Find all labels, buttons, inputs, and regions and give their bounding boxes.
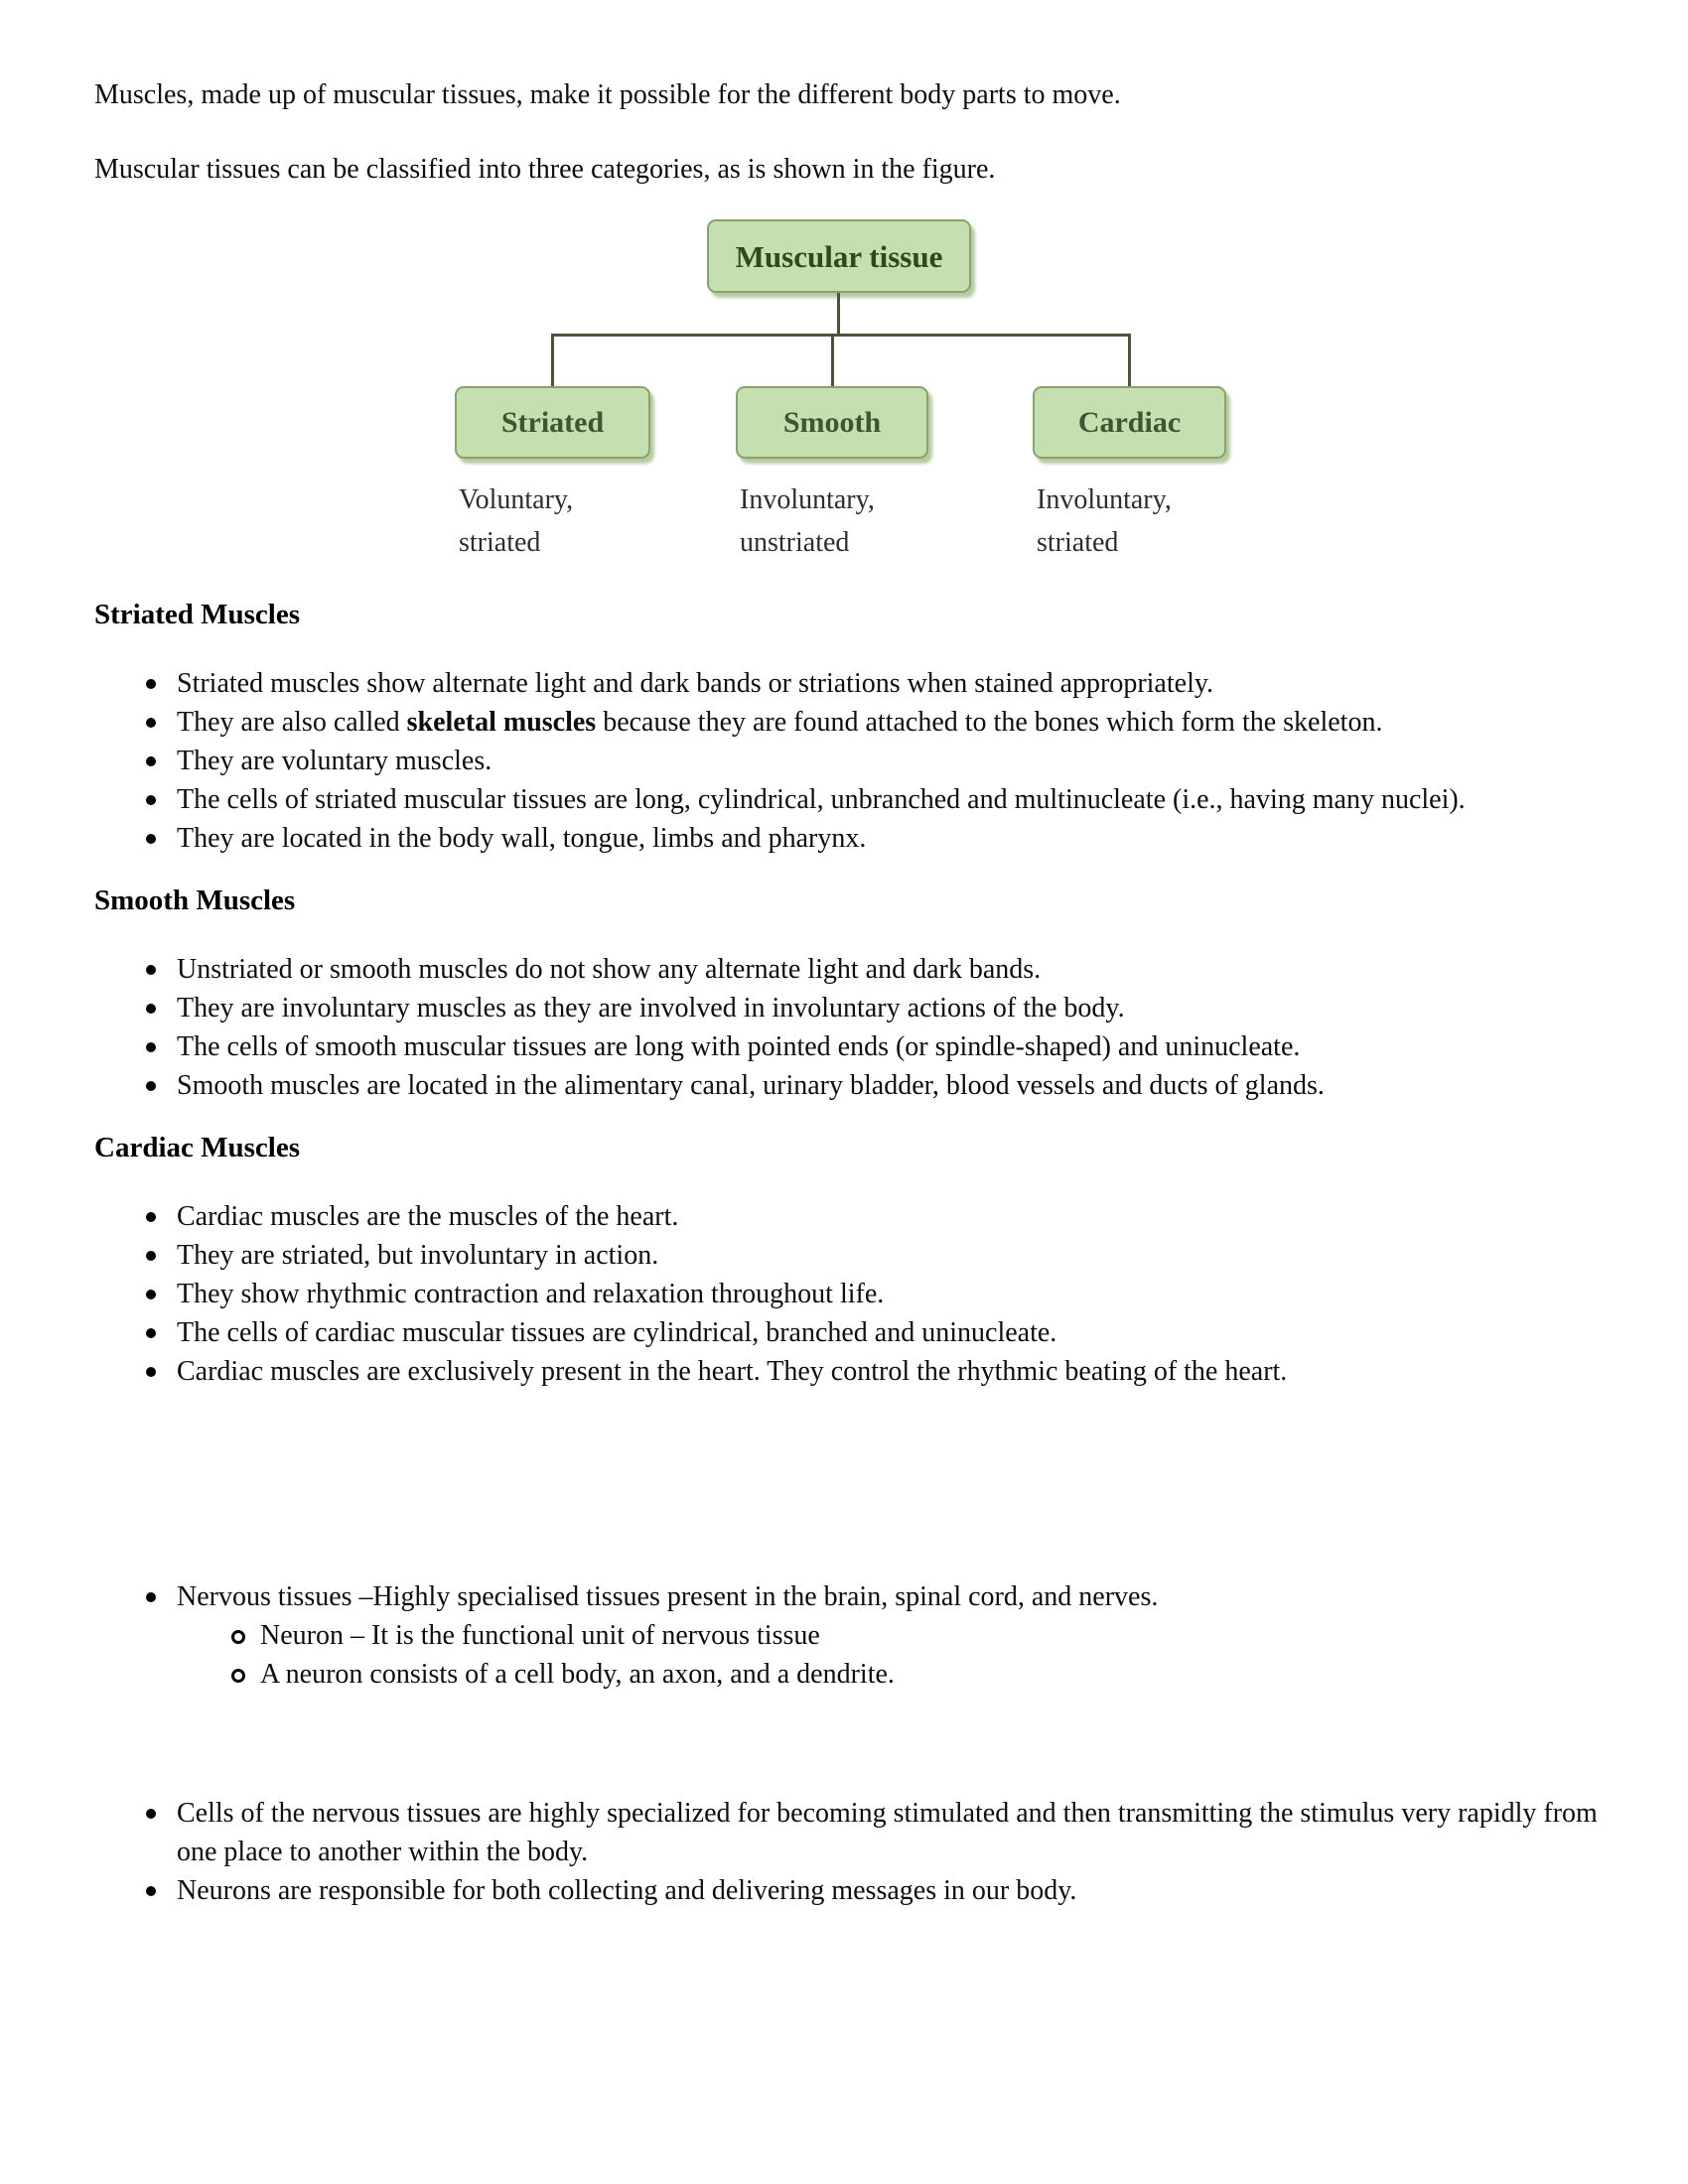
bullet-item	[94, 1066, 1604, 1105]
text: Cardiac muscles are exclusively present in the heart. They control the rhythmic beating of the heart.	[177, 1356, 1288, 1387]
text: They are located in the body wall, tongue, limbs and pharynx.	[177, 823, 867, 854]
diagram-note-cardiac	[1037, 478, 1172, 564]
text: Neurons are responsible for both collecting and delivering messages in our body.	[177, 1875, 1077, 1906]
bullet-item	[94, 1313, 1604, 1352]
diagram-box-striated-label: Striated	[500, 406, 605, 439]
bullet-item	[94, 703, 1604, 742]
text: Neuron – It is the functional unit of nervous tissue	[260, 1620, 820, 1651]
sub-bullet-item	[94, 1655, 1604, 1694]
text: They are also called	[177, 707, 407, 738]
text: The cells of smooth muscular tissues are long with pointed ends (or spindle-shaped) and uninucleate.	[177, 1031, 1301, 1062]
note-line: Voluntary,	[459, 484, 574, 515]
bullet-item	[94, 1197, 1604, 1236]
bullet-item	[94, 742, 1604, 780]
text: They are voluntary muscles.	[177, 746, 492, 776]
bullet-item	[94, 1871, 1604, 1910]
text: They are striated, but involuntary in action.	[177, 1240, 659, 1271]
bold-text: skeletal muscles	[406, 707, 597, 738]
bullet-item	[94, 664, 1604, 703]
bullet-item	[94, 1794, 1604, 1871]
bullet-item	[94, 1352, 1604, 1391]
note-line: striated	[459, 527, 541, 558]
bullet-item	[94, 1027, 1604, 1066]
connector-line-cardiac	[1128, 334, 1131, 388]
section-heading: Cardiac Muscles	[94, 1132, 300, 1163]
text: A neuron consists of a cell body, an axon, and a dendrite.	[260, 1659, 895, 1690]
text: Unstriated or smooth muscles do not show any alternate light and dark bands.	[177, 954, 1042, 985]
connector-line-root	[837, 293, 840, 337]
nervous-sub-list	[94, 1616, 1604, 1694]
section-heading: Smooth Muscles	[94, 885, 296, 916]
diagram-box-cardiac	[1033, 386, 1226, 459]
text: The cells of cardiac muscular tissues are cylindrical, branched and uninucleate.	[177, 1317, 1057, 1348]
section-bullet-list	[94, 950, 1604, 1105]
note-line: Involuntary,	[1037, 484, 1172, 515]
nervous-tissue-block	[94, 1577, 1604, 1910]
text: Striated muscles show alternate light and dark bands or striations when stained appropriately.	[177, 668, 1214, 699]
bullet-item	[94, 989, 1604, 1027]
diagram-box-striated	[455, 386, 650, 459]
section-bullet-list	[94, 664, 1604, 858]
diagram-root-label: Muscular tissue	[735, 238, 943, 274]
text: because they are found attached to the bones which form the skeleton.	[596, 707, 1383, 738]
muscular-tissue-diagram	[94, 212, 1604, 572]
diagram-note-smooth	[740, 478, 875, 564]
bullet-item	[94, 1577, 1604, 1616]
bullet-item	[94, 780, 1604, 819]
sub-bullet-item	[94, 1616, 1604, 1655]
text: Smooth muscles are located in the alimentary canal, urinary bladder, blood vessels and ducts of glands.	[177, 1070, 1325, 1101]
diagram-root-box	[707, 219, 971, 293]
muscle-sections	[94, 596, 1604, 1391]
note-line: Involuntary,	[740, 484, 875, 515]
intro-paragraph-2: Muscular tissues can be classified into three categories, as is shown in the figure.	[94, 154, 996, 185]
text: Cells of the nervous tissues are highly specialized for becoming stimulated and then transmitting the stimulus very rapidly from one place to another within the body.	[177, 1798, 1598, 1867]
connector-line-horizontal	[551, 334, 1131, 337]
note-line: unstriated	[740, 527, 850, 558]
diagram-box-cardiac-label: Cardiac	[1077, 406, 1182, 439]
text: They are involuntary muscles as they are involved in involuntary actions of the body.	[177, 993, 1125, 1024]
nervous-later-list	[94, 1794, 1604, 1910]
connector-line-smooth	[831, 334, 834, 388]
diagram-note-striated	[459, 478, 573, 564]
diagram-box-smooth	[736, 386, 928, 459]
bullet-item	[94, 1236, 1604, 1275]
diagram-box-smooth-label: Smooth	[782, 406, 882, 439]
text: Cardiac muscles are the muscles of the heart.	[177, 1201, 679, 1232]
bullet-item	[94, 819, 1604, 858]
section-bullet-list	[94, 1197, 1604, 1391]
text: They show rhythmic contraction and relaxation throughout life.	[177, 1279, 885, 1309]
section-heading: Striated Muscles	[94, 599, 300, 630]
text: The cells of striated muscular tissues are long, cylindrical, unbranched and multinucleate (i.e., having many nuclei).	[177, 784, 1466, 815]
nervous-main-list	[94, 1577, 1604, 1616]
connector-line-striated	[551, 334, 554, 388]
intro-paragraph-1: Muscles, made up of muscular tissues, make it possible for the different body parts to move.	[94, 79, 1121, 110]
bullet-item	[94, 1275, 1604, 1313]
note-line: striated	[1037, 527, 1119, 558]
bullet-item	[94, 950, 1604, 989]
text: Nervous tissues –Highly specialised tissues present in the brain, spinal cord, and nerves.	[177, 1581, 1159, 1612]
